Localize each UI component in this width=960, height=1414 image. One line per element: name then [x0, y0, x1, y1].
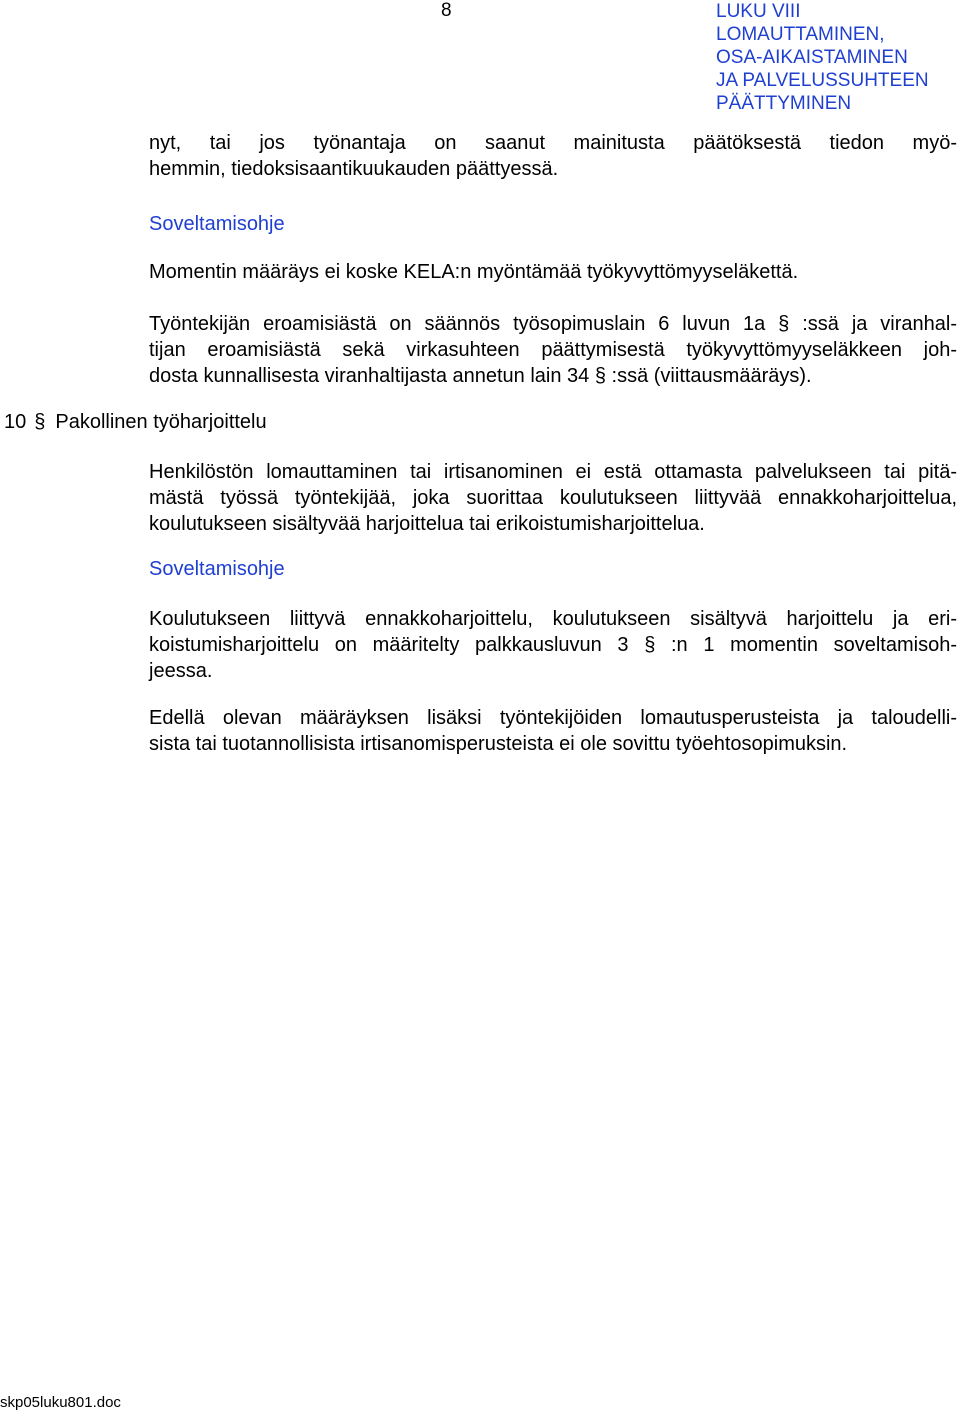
guide-heading: Soveltamisohje [149, 558, 285, 580]
text-line: hemmin, tiedoksisaantikuukauden päättyessä. [149, 158, 559, 180]
text-line: jeessa. [149, 660, 213, 682]
continuation-paragraph [149, 130, 957, 182]
text-line: Työntekijän eroamisiästä on säännös työsopimuslain 6 luvun 1a § :ssä ja viranhal- [149, 313, 957, 335]
text-line: tijan eroamisiästä sekä virkasuhteen päättymisestä työkyvyttömyyseläkkeen joh- [149, 339, 957, 361]
chapter-header-line: PÄÄTTYMINEN [716, 93, 852, 114]
guide-paragraph [149, 705, 957, 757]
section-number: 10 [4, 411, 27, 433]
guide-heading: Soveltamisohje [149, 213, 285, 235]
section-symbol: § [34, 411, 46, 433]
text-line: sista tai tuotannollisista irtisanomisperusteista ei ole sovittu työehtosopimuksin. [149, 733, 848, 755]
section-title: Pakollinen työharjoittelu [55, 411, 267, 433]
chapter-header-line: LOMAUTTAMINEN, [716, 24, 885, 45]
page-number: 8 [441, 0, 452, 21]
text-line: dosta kunnallisesta viranhaltijasta annetun lain 34 § :ssä (viittausmääräys). [149, 365, 812, 387]
text-line: mästä työssä työntekijää, joka suorittaa koulutukseen liittyvää ennakkoharjoittelua, [149, 487, 957, 509]
text-line: koistumisharjoittelu on määritelty palkkausluvun 3 § :n 1 momentin soveltamisoh- [149, 634, 957, 656]
chapter-header-line: LUKU VIII [716, 1, 801, 22]
chapter-header-line: OSA-AIKAISTAMINEN [716, 47, 908, 68]
text-line: koulutukseen sisältyvää harjoittelua tai erikoistumisharjoittelua. [149, 513, 705, 535]
chapter-header [716, 0, 956, 115]
guide-paragraph [149, 606, 957, 684]
section-body [149, 459, 957, 537]
reference-note [149, 311, 957, 389]
text-line: Koulutukseen liittyvä ennakkoharjoittelu, koulutukseen sisältyvä harjoittelu ja eri- [149, 608, 957, 630]
text-line: Henkilöstön lomauttaminen tai irtisanominen ei estä ottamasta palvelukseen tai pitä- [149, 461, 957, 483]
chapter-header-line: JA PALVELUSSUHTEEN [716, 70, 929, 91]
section-heading [4, 409, 267, 435]
footer-filename: skp05luku801.doc [0, 1394, 121, 1411]
text-line: nyt, tai jos työnantaja on saanut mainitusta päätöksestä tiedon myö- [149, 132, 957, 154]
text-line: Edellä olevan määräyksen lisäksi työntekijöiden lomautusperusteista ja taloudelli- [149, 707, 957, 729]
guide-text: Momentin määräys ei koske KELA:n myöntämää työkyvyttömyyseläkettä. [149, 261, 799, 283]
